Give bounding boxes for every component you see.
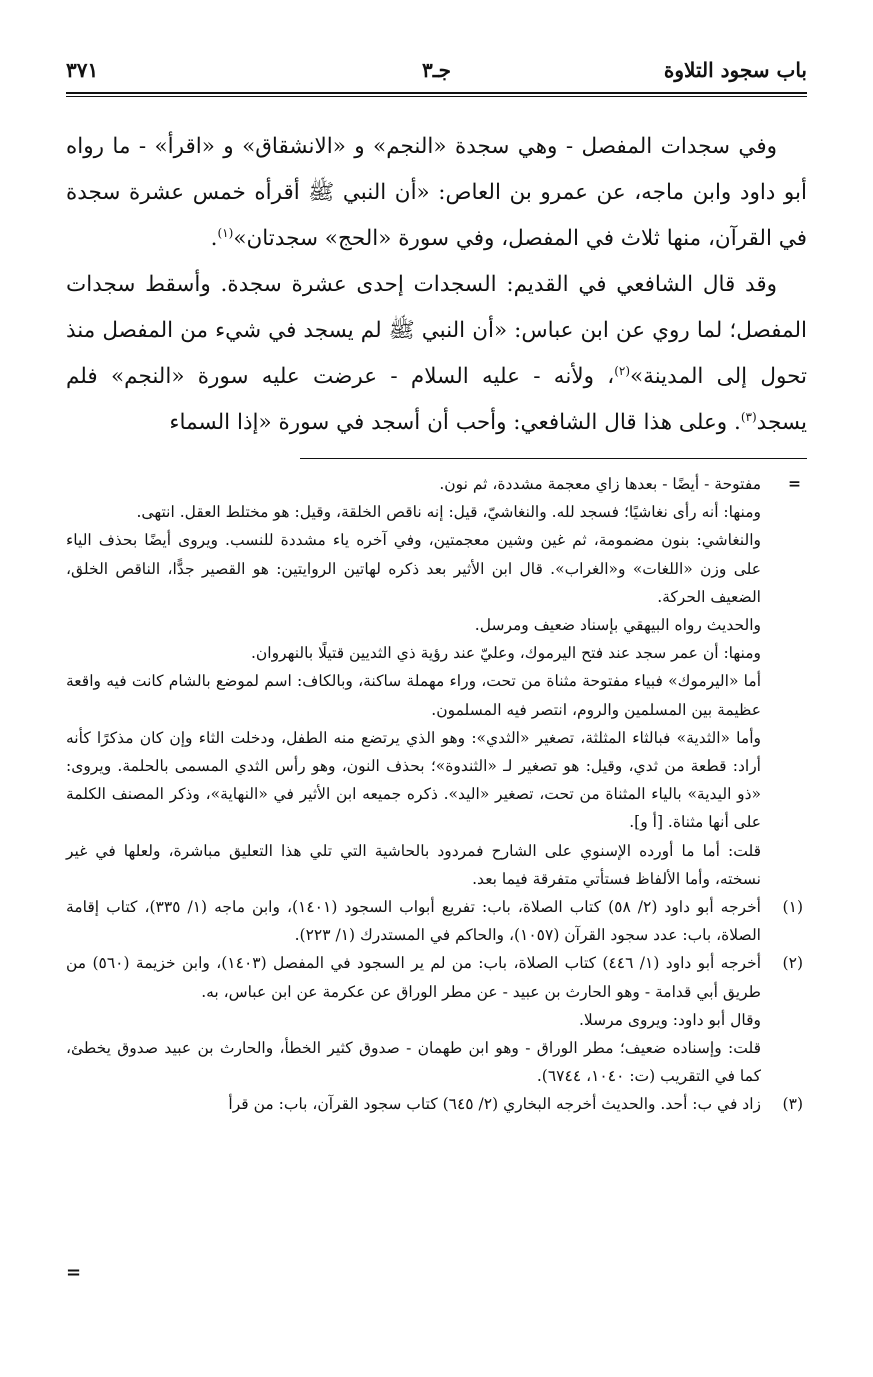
chapter-title: باب سجود التلاوة: [663, 58, 807, 82]
note-line: أخرجه أبو داود (١/ ٤٤٦) كتاب الصلاة، باب: من لم ير السجود في المفصل (١٤٠٣)، وابن خزيمة (٥٦٠) من طريق أبي قدامة - وهو الحارث بن عبيد - عن مطر الوراق عن عكرمة عن ابن عباس، به.: [66, 954, 761, 1001]
paragraph-text: وقد قال الشافعي في القديم: السجدات إحدى عشرة سجدة. وأسقط سجدات المفصل؛ لما روي عن ابن عباس: «أن النبي ﷺ لم يسجد في شيء من المفصل منذ تحول إلى المدينة»: [66, 272, 807, 389]
note-line: ومنها: أن عمر سجد عند فتح اليرموك، وعليّ عند رؤية ذي الثديين قتيلًا بالنهروان.: [250, 644, 761, 663]
paragraph-end: .: [210, 226, 218, 251]
footnote-item: [66, 893, 807, 949]
footnotes: [66, 470, 807, 1119]
note-line: قلت: أما ما أورده الإسنوي على الشارح فمردود بالحاشية التي تلي هذا التعليق مباشرة، ولعلها في غير نسخته، وأما الألفاظ فستأتي متفرقة فيما بعد.: [66, 841, 761, 888]
page-header: [66, 58, 807, 92]
footnote-item: [66, 1090, 807, 1118]
footnote-number: (٢): [782, 954, 803, 973]
page-number: ٣٧١: [66, 58, 99, 82]
header-rule-thin: [66, 96, 807, 97]
note-line: وقال أبو داود: ويروى مرسلا.: [578, 1010, 761, 1029]
note-line: أخرجه أبو داود (٢/ ٥٨) كتاب الصلاة، باب: تفريع أبواب السجود (١٤٠١)، وابن ماجه (١/ ٣٣٥)، كتاب إقامة الصلاة، باب: عدد سجود القرآن (١٠٥٧)، والحاكم في المستدرك (١/ ٢٢٣).: [66, 898, 761, 945]
footnote-continuation: [66, 470, 807, 893]
next-page-mark: =: [66, 1262, 82, 1283]
footnote-separator: [300, 458, 807, 459]
note-line: والحديث رواه البيهقي بإسناد ضعيف ومرسل.: [474, 616, 761, 635]
note-line: زاد في ب: أحد. والحديث أخرجه البخاري (٢/ ٦٤٥) كتاب سجود القرآن، باب: من قرأ: [228, 1095, 761, 1114]
footnote-ref[interactable]: (٣): [740, 409, 757, 424]
paragraph: [66, 262, 807, 446]
footnote-number: (١): [782, 898, 803, 917]
paragraph-text: ، ولأنه - عليه السلام - عرضت عليه سورة «النجم» فلم يسجد: [66, 364, 807, 435]
header-rule: [66, 92, 807, 94]
paragraph-text: وفي سجدات المفصل - وهي سجدة «النجم» و «الانشقاق» و «اقرأ» - ما رواه أبو داود وابن ماجه، عن عمرو بن العاص: «أن النبي ﷺ أقرأه خمس عشرة سجدة في القرآن، منها ثلاث في المفصل، وفي سورة «الحج» سجدتان»: [66, 134, 807, 251]
paragraph: [66, 124, 807, 262]
note-line: والنغاشي: بنون مضمومة، ثم غين وشين معجمتين، وفي آخره ياء مشددة للنسب. ويروى أيضًا بحذف الياء على وزن «اللغات» و«الغراب». قال ابن الأثير بعد ذكره لهاتين الروايتين: هو القصير جدًّا، الناقص الخلق، الضعيف الحركة.: [66, 531, 761, 606]
main-text: [66, 124, 807, 446]
paragraph-text: . وعلى هذا قال الشافعي: وأحب أن أسجد في سورة «إذا السماء: [169, 410, 741, 435]
volume-number: جـ٣: [422, 58, 451, 82]
continuation-mark: =: [788, 474, 801, 493]
note-line: قلت: وإسناده ضعيف؛ مطر الوراق - وهو ابن طهمان - صدوق كثير الخطأ، والحارث بن عبيد صدوق يخطئ، كما في التقريب (ت: ١٠٤٠، ٦٧٤٤).: [66, 1039, 761, 1086]
footnote-ref[interactable]: (٢): [614, 363, 631, 378]
note-line: ومنها: أنه رأى نغاشيًا؛ فسجد لله. والنغاشيّ، قيل: إنه ناقص الخلقة، وقيل: هو مختلط العقل. انتهى.: [136, 503, 761, 522]
note-line: أما «اليرموك» فبياء مفتوحة مثناة من تحت، وراء مهملة ساكنة، وبالكاف: اسم لموضع بالشام كانت فيه واقعة عظيمة بين المسلمين والروم، انتصر فيه المسلمون.: [66, 672, 761, 719]
footnote-ref[interactable]: (١): [217, 225, 234, 240]
footnote-number: (٣): [782, 1095, 803, 1114]
note-line: مفتوحة - أيضًا - بعدها زاي معجمة مشددة، ثم نون.: [439, 475, 761, 493]
note-line: وأما «الثدية» فبالثاء المثلثة، تصغير «الثدي»: وهو الذي يرتضع منه الطفل، ودخلت الثاء وإن كان مذكرًا كأنه أراد: قطعة من ثدي، وقيل: هو تصغير لـ «الثندوة»؛ بحذف النون، وهو رأس الثدي المسمى بالحلمة. ويروى: «ذو اليدية» بالياء المثناة من تحت، تصغير «اليد». ذكره جميعه ابن الأثير في «النهاية»، وذكر المصنف الكلمة على أنها مثناة. [أ و].: [66, 728, 761, 832]
footnote-item: [66, 949, 807, 1090]
